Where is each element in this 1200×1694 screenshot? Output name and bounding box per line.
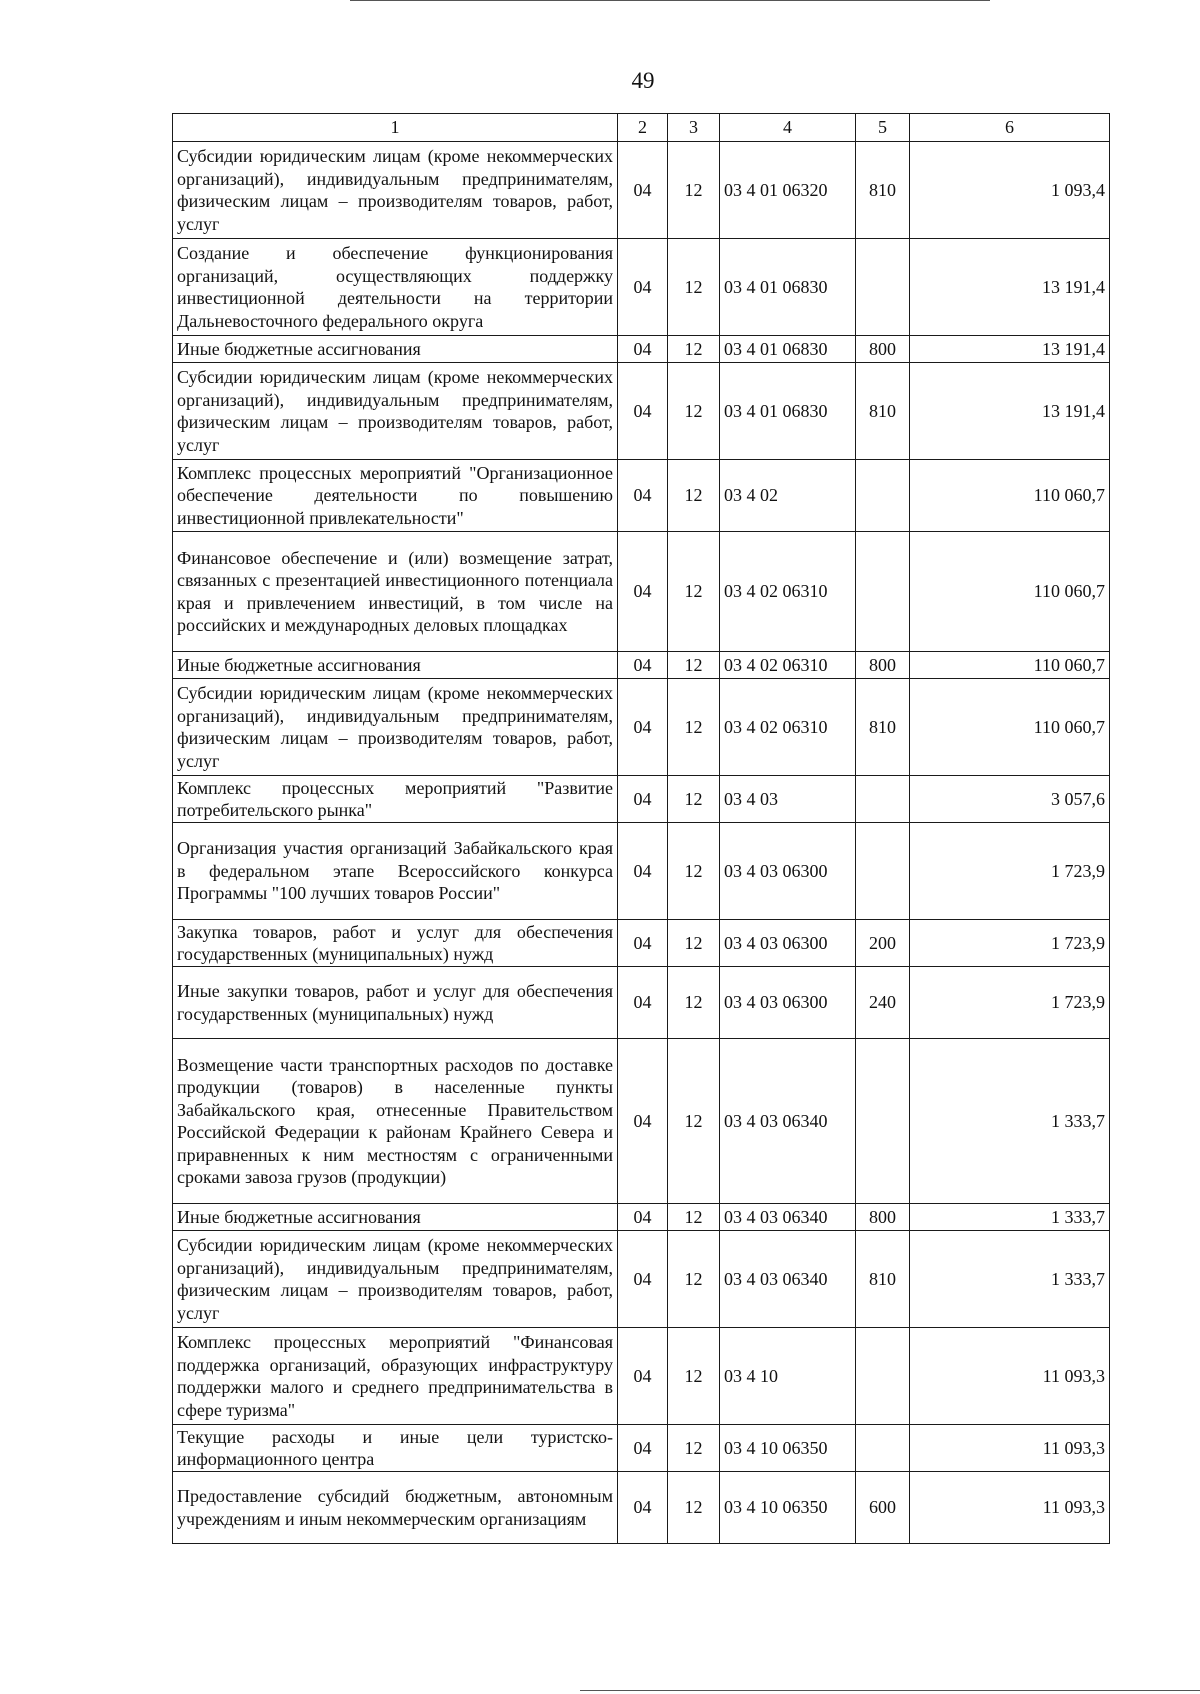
- expense-name-cell: Возмещение части транспортных расходов по доставке продукции (товаров) в населенные пункты Забайкальского края, отнесенные Правительством Российской Федерации к районам Крайнего Севера и приравненных к ним местностям с ограниченными сроками завоза грузов (продукции): [173, 1039, 618, 1204]
- expense-type-cell: 810: [856, 142, 910, 239]
- section-cell: 04: [618, 1039, 668, 1204]
- expense-type-cell: 810: [856, 1231, 910, 1328]
- expense-name-cell: Финансовое обеспечение и (или) возмещение затрат, связанных с презентацией инвестиционного потенциала края и привлечением инвестиций, в том числе на российских и международных деловых площадках: [173, 532, 618, 652]
- expense-name-cell: Комплекс процессных мероприятий "Финансовая поддержка организаций, образующих инфраструктуру поддержки малого и среднего предпринимательства в сфере туризма": [173, 1328, 618, 1425]
- expense-type-cell: 240: [856, 967, 910, 1039]
- expense-name-cell: Субсидии юридическим лицам (кроме некоммерческих организаций), индивидуальным предпринимателям, физическим лицам – производителям товаров, работ, услуг: [173, 142, 618, 239]
- expense-name-cell: Предоставление субсидий бюджетным, автономным учреждениям и иным некоммерческим организациям: [173, 1472, 618, 1544]
- expense-type-cell: [856, 532, 910, 652]
- table-row: [173, 1328, 1110, 1425]
- scan-edge-top: [350, 0, 990, 1]
- target-code-cell: 03 4 10: [720, 1328, 856, 1425]
- amount-cell: 1 723,9: [910, 967, 1110, 1039]
- expense-name-cell: Иные бюджетные ассигнования: [173, 652, 618, 679]
- table-row: [173, 1425, 1110, 1472]
- section-cell: 04: [618, 1204, 668, 1231]
- expense-name-cell: Комплекс процессных мероприятий "Развитие потребительского рынка": [173, 776, 618, 823]
- section-cell: 04: [618, 1231, 668, 1328]
- table-row: [173, 1472, 1110, 1544]
- section-cell: 04: [618, 1425, 668, 1472]
- amount-cell: 11 093,3: [910, 1425, 1110, 1472]
- subsection-cell: 12: [668, 1472, 720, 1544]
- table-row: [173, 460, 1110, 532]
- expense-type-cell: [856, 1425, 910, 1472]
- target-code-cell: 03 4 03 06300: [720, 920, 856, 967]
- target-code-cell: 03 4 03 06340: [720, 1231, 856, 1328]
- target-code-cell: 03 4 02 06310: [720, 532, 856, 652]
- section-cell: 04: [618, 823, 668, 920]
- expense-name-cell: Текущие расходы и иные цели туристско-информационного центра: [173, 1425, 618, 1472]
- table-row: [173, 1231, 1110, 1328]
- amount-cell: 13 191,4: [910, 336, 1110, 363]
- target-code-cell: 03 4 01 06320: [720, 142, 856, 239]
- column-header: 6: [910, 114, 1110, 142]
- amount-cell: 110 060,7: [910, 652, 1110, 679]
- table-row: [173, 920, 1110, 967]
- subsection-cell: 12: [668, 460, 720, 532]
- table-row: [173, 142, 1110, 239]
- subsection-cell: 12: [668, 823, 720, 920]
- section-cell: 04: [618, 920, 668, 967]
- target-code-cell: 03 4 01 06830: [720, 363, 856, 460]
- amount-cell: 3 057,6: [910, 776, 1110, 823]
- target-code-cell: 03 4 03 06340: [720, 1204, 856, 1231]
- section-cell: 04: [618, 776, 668, 823]
- column-header: 5: [856, 114, 910, 142]
- expense-type-cell: 810: [856, 679, 910, 776]
- table-row: [173, 823, 1110, 920]
- scan-edge-bottom: [580, 1690, 1200, 1691]
- expense-type-cell: 800: [856, 652, 910, 679]
- subsection-cell: 12: [668, 652, 720, 679]
- column-header: 3: [668, 114, 720, 142]
- amount-cell: 1 093,4: [910, 142, 1110, 239]
- subsection-cell: 12: [668, 920, 720, 967]
- table-row: [173, 776, 1110, 823]
- expense-name-cell: Организация участия организаций Забайкальского края в федеральном этапе Всероссийского конкурса Программы "100 лучших товаров России": [173, 823, 618, 920]
- amount-cell: 110 060,7: [910, 532, 1110, 652]
- section-cell: 04: [618, 679, 668, 776]
- section-cell: 04: [618, 336, 668, 363]
- table-row: [173, 336, 1110, 363]
- amount-cell: 13 191,4: [910, 239, 1110, 336]
- table-row: [173, 1039, 1110, 1204]
- section-cell: 04: [618, 460, 668, 532]
- table-row: [173, 239, 1110, 336]
- table-row: [173, 363, 1110, 460]
- subsection-cell: 12: [668, 679, 720, 776]
- target-code-cell: 03 4 03 06340: [720, 1039, 856, 1204]
- subsection-cell: 12: [668, 1231, 720, 1328]
- expense-type-cell: [856, 1328, 910, 1425]
- expense-type-cell: 200: [856, 920, 910, 967]
- subsection-cell: 12: [668, 239, 720, 336]
- expense-name-cell: Субсидии юридическим лицам (кроме некоммерческих организаций), индивидуальным предпринимателям, физическим лицам – производителям товаров, работ, услуг: [173, 679, 618, 776]
- table-row: [173, 967, 1110, 1039]
- subsection-cell: 12: [668, 336, 720, 363]
- expense-type-cell: [856, 239, 910, 336]
- expense-type-cell: [856, 776, 910, 823]
- expense-type-cell: [856, 460, 910, 532]
- expense-name-cell: Закупка товаров, работ и услуг для обеспечения государственных (муниципальных) нужд: [173, 920, 618, 967]
- section-cell: 04: [618, 239, 668, 336]
- table-body: [173, 142, 1110, 1544]
- expense-name-cell: Иные бюджетные ассигнования: [173, 336, 618, 363]
- section-cell: 04: [618, 363, 668, 460]
- subsection-cell: 12: [668, 363, 720, 460]
- section-cell: 04: [618, 652, 668, 679]
- subsection-cell: 12: [668, 1425, 720, 1472]
- expense-type-cell: [856, 1039, 910, 1204]
- target-code-cell: 03 4 01 06830: [720, 239, 856, 336]
- expense-name-cell: Иные бюджетные ассигнования: [173, 1204, 618, 1231]
- column-header: 1: [173, 114, 618, 142]
- target-code-cell: 03 4 10 06350: [720, 1425, 856, 1472]
- section-cell: 04: [618, 532, 668, 652]
- section-cell: 04: [618, 1472, 668, 1544]
- subsection-cell: 12: [668, 776, 720, 823]
- subsection-cell: 12: [668, 967, 720, 1039]
- amount-cell: 1 333,7: [910, 1231, 1110, 1328]
- expense-name-cell: Создание и обеспечение функционирования организаций, осуществляющих поддержку инвестиционной деятельности на территории Дальневосточного федерального округа: [173, 239, 618, 336]
- section-cell: 04: [618, 1328, 668, 1425]
- target-code-cell: 03 4 02 06310: [720, 652, 856, 679]
- target-code-cell: 03 4 03 06300: [720, 967, 856, 1039]
- amount-cell: 1 333,7: [910, 1039, 1110, 1204]
- amount-cell: 1 723,9: [910, 920, 1110, 967]
- amount-cell: 110 060,7: [910, 679, 1110, 776]
- expense-name-cell: Комплекс процессных мероприятий "Организационное обеспечение деятельности по повышению инвестиционной привлекательности": [173, 460, 618, 532]
- page-number: 49: [631, 68, 655, 93]
- table-row: [173, 652, 1110, 679]
- target-code-cell: 03 4 10 06350: [720, 1472, 856, 1544]
- target-code-cell: 03 4 01 06830: [720, 336, 856, 363]
- expense-type-cell: 810: [856, 363, 910, 460]
- subsection-cell: 12: [668, 1039, 720, 1204]
- amount-cell: 11 093,3: [910, 1472, 1110, 1544]
- budget-table: [172, 113, 1110, 1544]
- expense-type-cell: 800: [856, 1204, 910, 1231]
- amount-cell: 1 723,9: [910, 823, 1110, 920]
- subsection-cell: 12: [668, 532, 720, 652]
- section-cell: 04: [618, 967, 668, 1039]
- expense-type-cell: [856, 823, 910, 920]
- expense-name-cell: Субсидии юридическим лицам (кроме некоммерческих организаций), индивидуальным предпринимателям, физическим лицам – производителям товаров, работ, услуг: [173, 363, 618, 460]
- expense-type-cell: 800: [856, 336, 910, 363]
- amount-cell: 13 191,4: [910, 363, 1110, 460]
- amount-cell: 1 333,7: [910, 1204, 1110, 1231]
- target-code-cell: 03 4 03 06300: [720, 823, 856, 920]
- column-header: 2: [618, 114, 668, 142]
- table-row: [173, 1204, 1110, 1231]
- subsection-cell: 12: [668, 1204, 720, 1231]
- subsection-cell: 12: [668, 1328, 720, 1425]
- expense-name-cell: Иные закупки товаров, работ и услуг для обеспечения государственных (муниципальных) нужд: [173, 967, 618, 1039]
- target-code-cell: 03 4 03: [720, 776, 856, 823]
- subsection-cell: 12: [668, 142, 720, 239]
- expense-name-cell: Субсидии юридическим лицам (кроме некоммерческих организаций), индивидуальным предпринимателям, физическим лицам – производителям товаров, работ, услуг: [173, 1231, 618, 1328]
- amount-cell: 110 060,7: [910, 460, 1110, 532]
- column-header: 4: [720, 114, 856, 142]
- section-cell: 04: [618, 142, 668, 239]
- amount-cell: 11 093,3: [910, 1328, 1110, 1425]
- table-header-row: [173, 114, 1110, 142]
- table-row: [173, 679, 1110, 776]
- target-code-cell: 03 4 02 06310: [720, 679, 856, 776]
- target-code-cell: 03 4 02: [720, 460, 856, 532]
- expense-type-cell: 600: [856, 1472, 910, 1544]
- table-row: [173, 532, 1110, 652]
